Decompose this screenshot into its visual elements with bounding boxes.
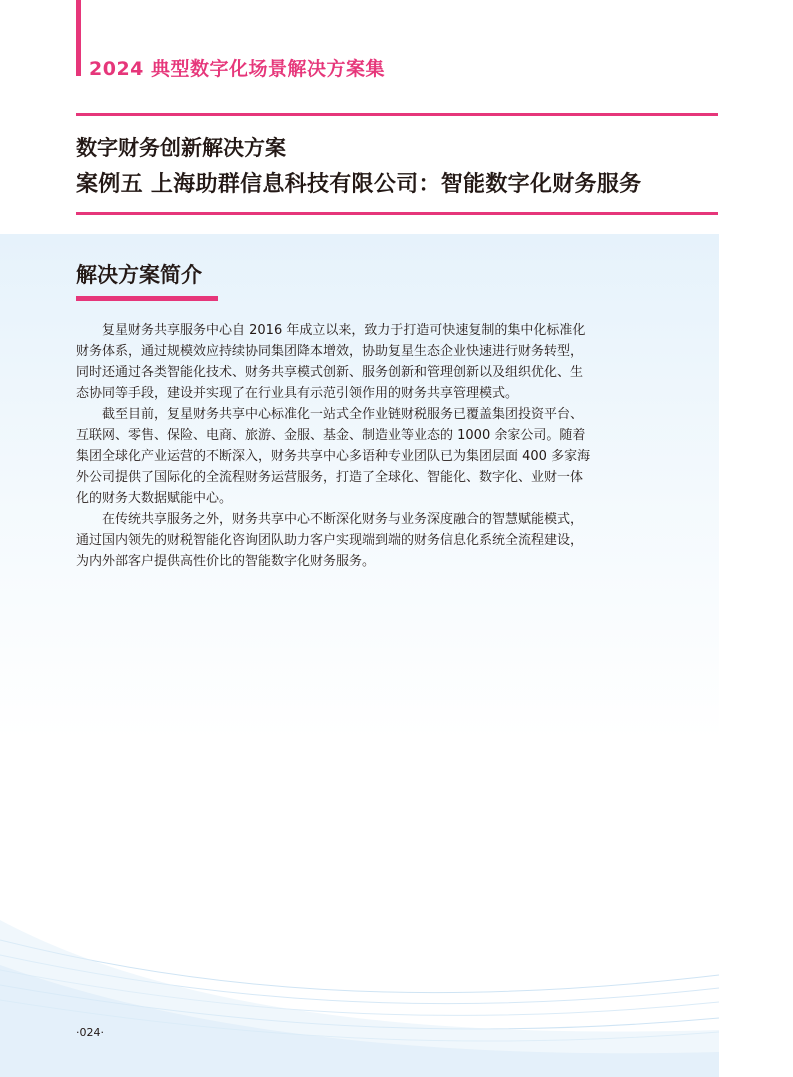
paragraph-line: 外公司提供了国际化的全流程财务运营服务，打造了全球化、智能化、数字化、业财一体: [76, 470, 584, 485]
page-number: ·024·: [76, 1026, 104, 1039]
section-heading-underline: [76, 296, 218, 301]
header-accent-bar: [76, 0, 81, 76]
decorative-waves: [0, 880, 719, 1077]
title-top-rule: [76, 113, 718, 116]
paragraph-line: 集团全球化产业运营的不断深入，财务共享中心多语种专业团队已为集团层面 400 多家海: [76, 449, 591, 464]
document-subtitle: 案例五 上海助群信息科技有限公司：智能数字化财务服务: [76, 172, 642, 197]
paragraph-line: 化的财务大数据赋能中心。: [76, 491, 233, 506]
paragraph-line: 为内外部客户提供高性价比的智能数字化财务服务。: [76, 554, 376, 569]
paragraph-line: 通过国内领先的财税智能化咨询团队助力客户实现端到端的财务信息化系统全流程建设，: [76, 533, 584, 548]
paragraph-line: 互联网、零售、保险、电商、旅游、金服、基金、制造业等业态的 1000 余家公司。随着: [76, 428, 586, 443]
paragraph: [76, 509, 646, 572]
paragraph-line: 财务体系，通过规模效应持续协同集团降本增效，协助复星生态企业快速进行财务转型，: [76, 344, 584, 359]
paragraph-line: 态协同等手段，建设并实现了在行业具有示范引领作用的财务共享管理模式。: [76, 386, 519, 401]
paragraph-line: 截至目前，复星财务共享中心标准化一站式全作业链财税服务已覆盖集团投资平台、: [102, 407, 584, 422]
title-bottom-rule: [76, 212, 718, 215]
body-text: [76, 320, 646, 572]
paragraph-line: 同时还通过各类智能化技术、财务共享模式创新、服务创新和管理创新以及组织优化、生: [76, 365, 584, 380]
document-title: 数字财务创新解决方案: [76, 136, 286, 160]
paragraph: [76, 404, 646, 509]
paragraph: [76, 320, 646, 404]
header-title: 2024 典型数字化场景解决方案集: [89, 58, 385, 80]
paragraph-line: 在传统共享服务之外，财务共享中心不断深化财务与业务深度融合的智慧赋能模式，: [102, 512, 584, 527]
section-heading: 解决方案简介: [76, 263, 202, 287]
paragraph-line: 复星财务共享服务中心自 2016 年成立以来，致力于打造可快速复制的集中化标准化: [102, 323, 586, 338]
